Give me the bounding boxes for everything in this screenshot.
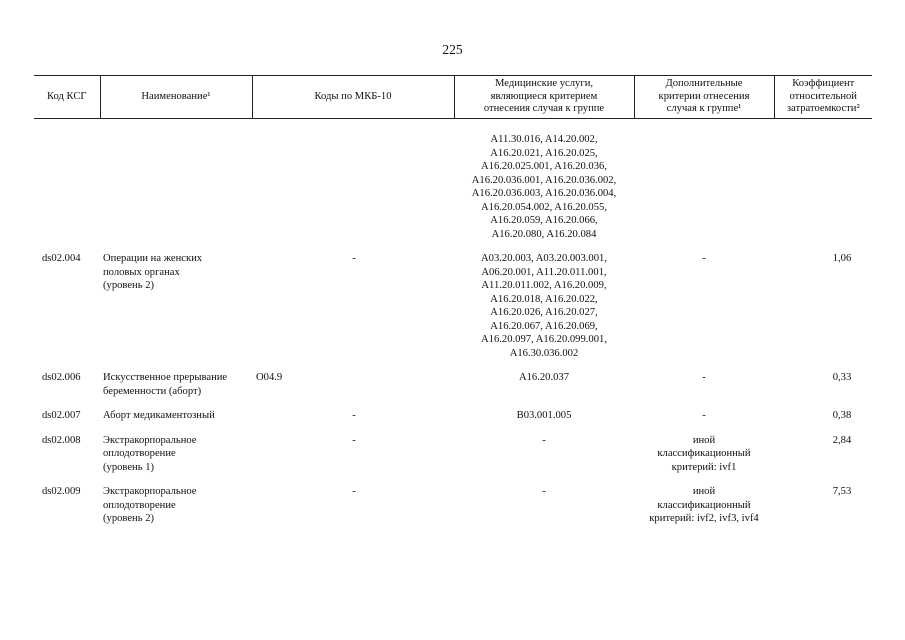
table-header-row [34,76,872,119]
cell-criteria: иной классификационный критерий: ivf1 [657,434,751,473]
cell-code: ds02.009 [42,486,81,497]
cell-services: A03.20.003, A03.20.003.001, A06.20.001, A11.20.011.001, A11.20.011.002, A16.20.009, A16.20.018, A16.20.022, A16.20.026, A16.20.027, A16.20.067, A16.20.069, A16.20.097, A16.20.099.001, A16.30.036.002 [481,253,607,359]
table-row [34,409,872,434]
cell-coef: 1,06 [832,253,852,264]
cell-name [100,119,252,253]
page-number: 225 [442,42,463,57]
cell-name: Искусственное прерывание беременности (аборт) [103,372,228,397]
header-name: Наименование¹ [100,76,252,119]
cell-code: ds02.008 [42,434,81,446]
table-row [34,252,872,371]
cell-coef: 7,53 [832,486,852,497]
cell-icd: O04.9 [256,372,283,383]
table-row [34,434,872,486]
header-ksg-code: Код КСГ [34,76,100,119]
cell-services: - [542,434,546,446]
cell-code: ds02.004 [42,253,81,264]
cell-coef: 2,84 [832,434,852,446]
cell-services: B03.001.005 [516,410,572,421]
header-icd-codes: Коды по МКБ-10 [252,76,454,119]
cell-icd: - [352,434,356,446]
cell-coef: 0,33 [832,372,852,383]
table-row [34,371,872,409]
cell-icd: - [352,253,356,264]
cell-criteria: - [702,372,706,383]
cell-criteria: иной классификационный критерий: ivf2, ivf3, ivf4 [649,486,759,524]
header-coefficient: Коэффициент относительной затратоемкости² [774,76,872,119]
cell-icd: - [352,410,356,421]
table-row-continuation [34,119,872,253]
cell-coef [774,119,872,253]
cell-criteria: - [702,253,706,264]
cell-criteria [634,119,774,253]
cell-code [34,119,100,253]
cell-icd [252,119,454,253]
cell-criteria: - [702,410,706,421]
cell-name: Экстракорпоральное оплодотворение (уровень 1) [103,434,197,473]
table-row [34,485,872,537]
cell-code: ds02.006 [42,372,81,383]
cell-name: Операции на женских половых органах (уровень 2) [103,253,203,291]
header-additional-criteria: Дополнительные критерии отнесения случая к группе¹ [634,76,774,119]
cell-code: ds02.007 [42,410,81,421]
cell-services: - [542,486,546,497]
ksg-table [34,75,872,537]
cell-services: A16.20.037 [518,372,570,383]
cell-name: Экстракорпоральное оплодотворение (уровень 2) [103,486,197,524]
cell-icd: - [352,486,356,497]
cell-coef: 0,38 [832,410,852,421]
cell-services: A11.30.016, A14.20.002, A16.20.021, A16.20.025, A16.20.025.001, A16.20.036, A16.20.036.001, A16.20.036.002, A16.20.036.003, A16.20.036.004, A16.20.054.002, A16.20.055, A16.20.059, A16.20.066, A16.20.080, A16.20.084 [471,134,617,240]
cell-name: Аборт медикаментозный [103,410,215,421]
header-medical-services: Медицинские услуги, являющиеся критерием отнесения случая к группе [454,76,634,119]
